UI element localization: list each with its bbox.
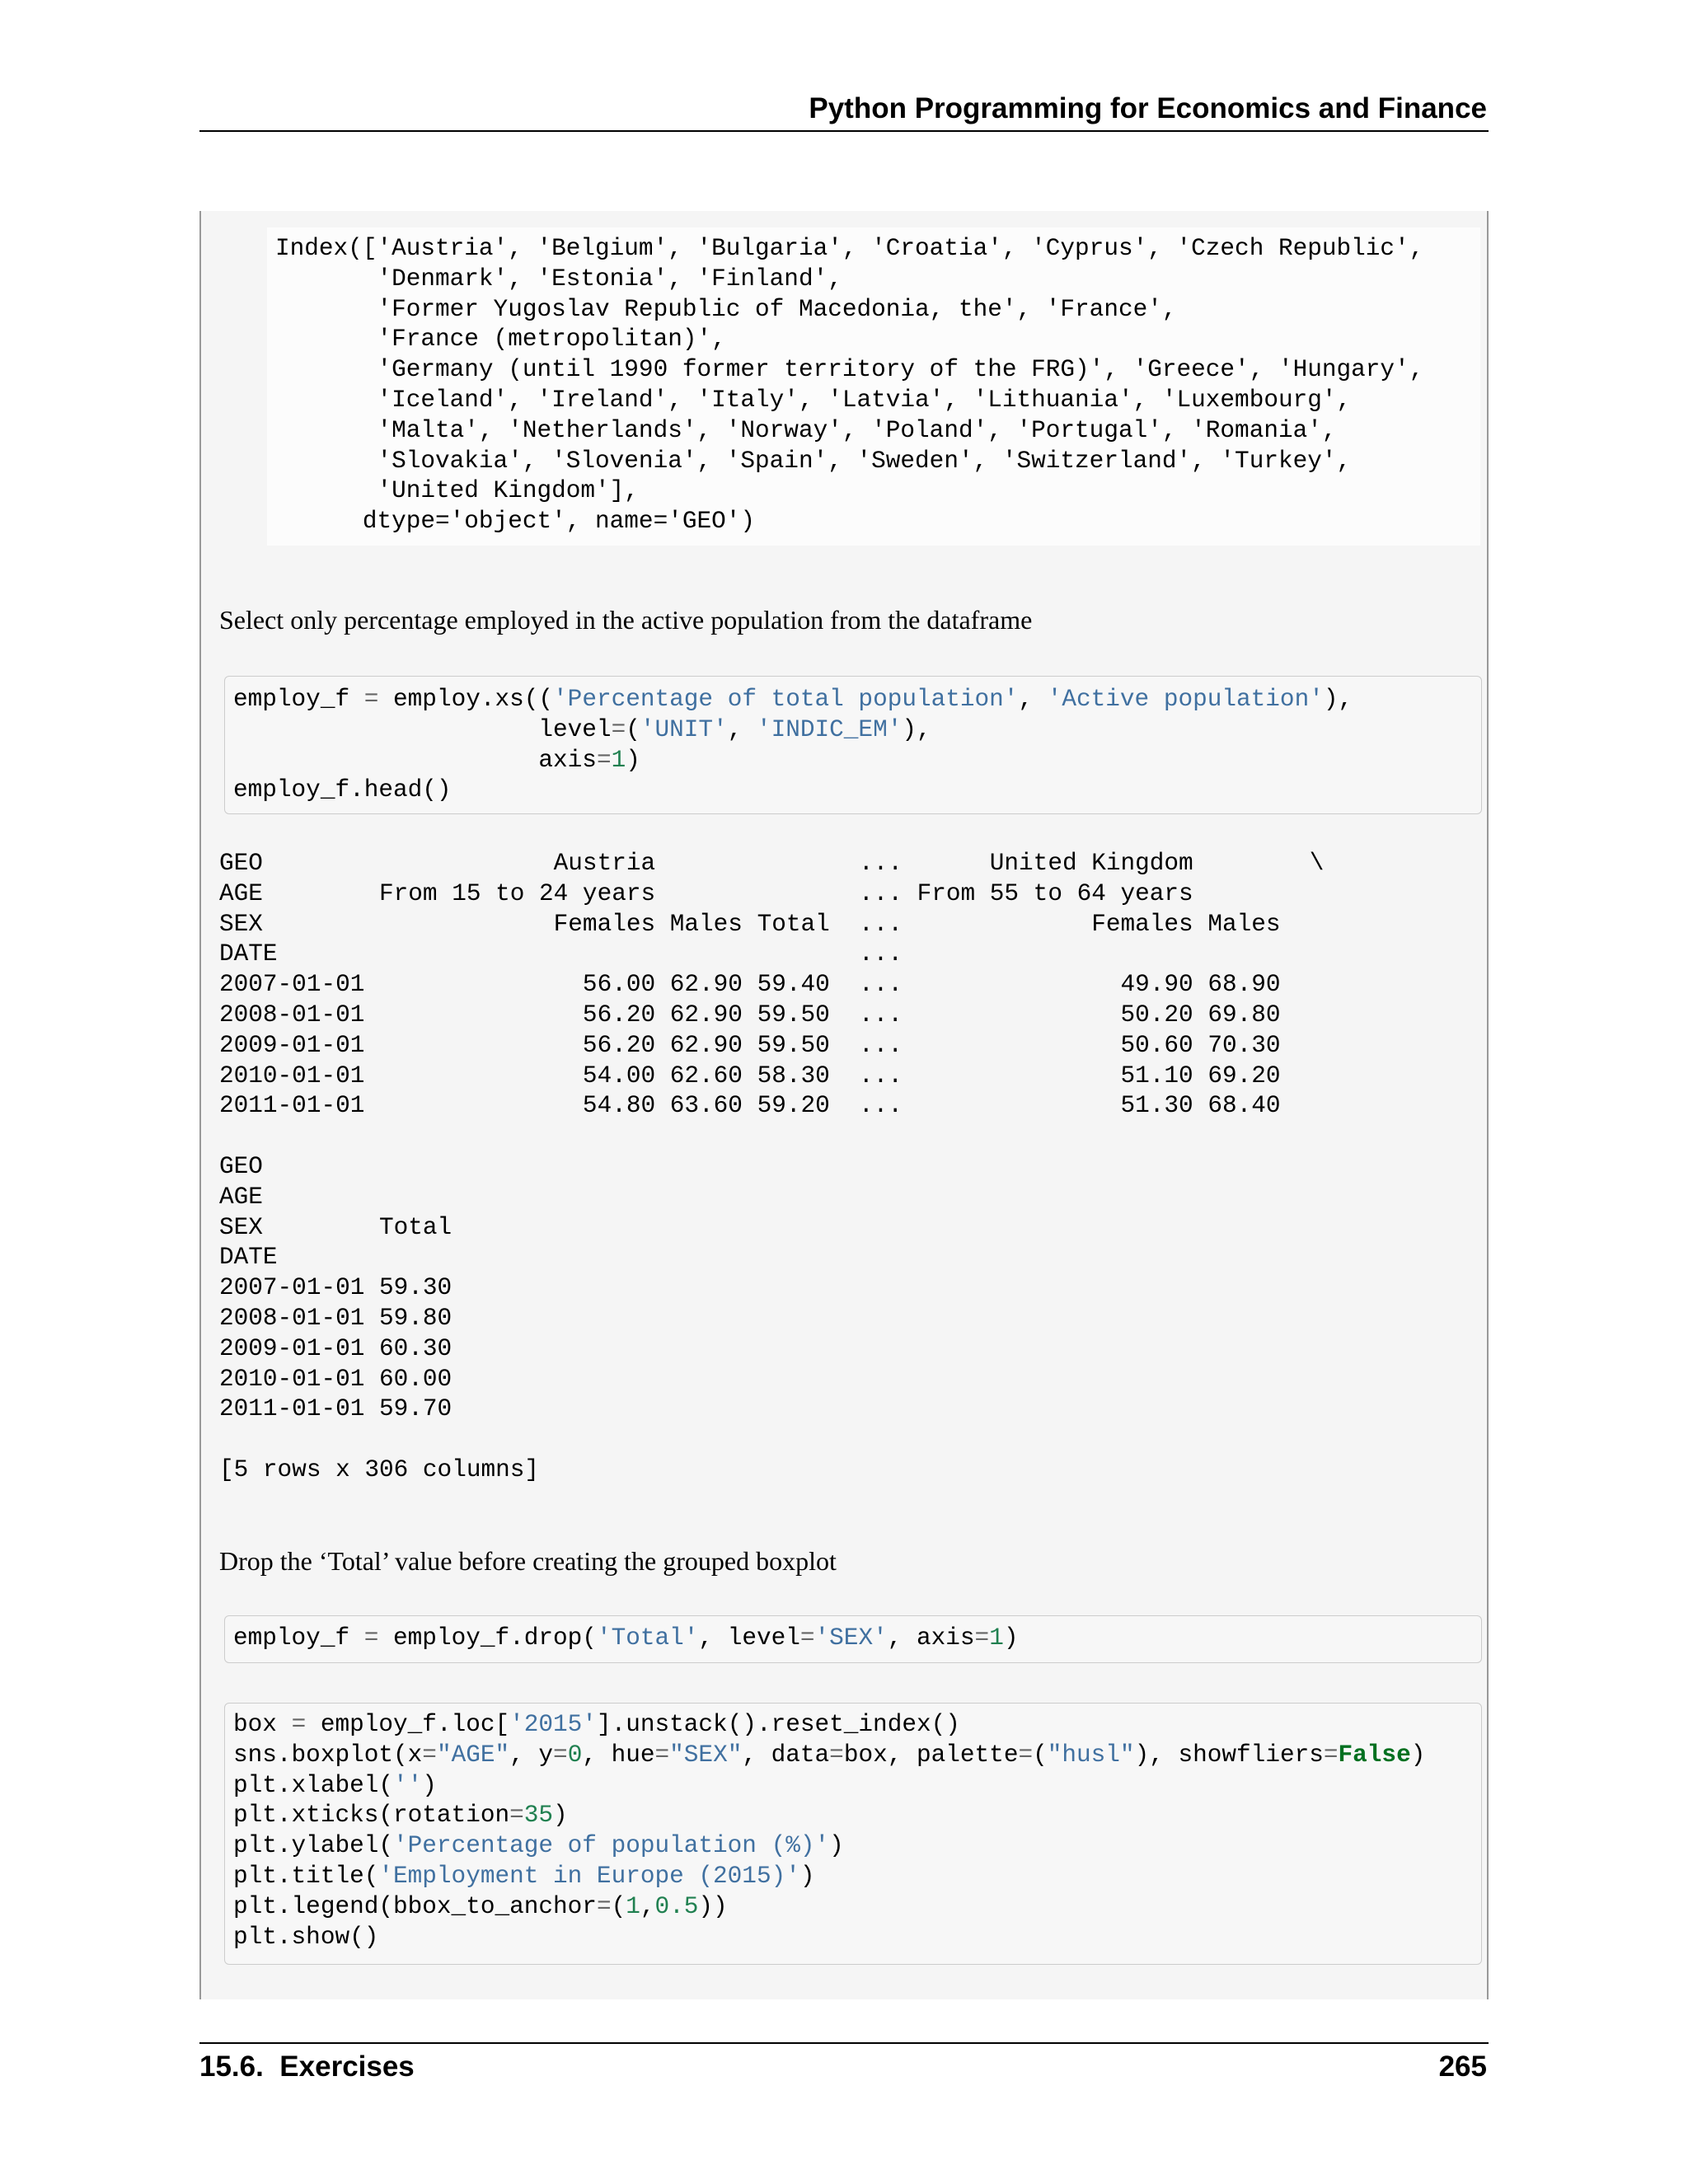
paragraph-drop-total: Drop the ‘Total’ value before creating the grouped boxplot [219,1546,837,1576]
code-block-xs [224,676,1482,814]
footer-rule [199,2042,1489,2044]
code-boxplot-text: box = employ_f.loc['2015'].unstack().reset_index() sns.boxplot(x="AGE", y=0, hue="SEX", data=box, palette=("husl"), showfliers=False) plt.xlabel('') plt.xticks(rotation=35) plt.ylabel('Percentage of population (%)') plt.title('Employment in Europe (2015)') plt.legend(bbox_to_anchor=(1,0.5)) plt.show() [233,1711,1426,1951]
index-output-block [267,227,1480,546]
index-output-text: Index(['Austria', 'Belgium', 'Bulgaria', 'Croatia', 'Cyprus', 'Czech Republic', 'Denmark', 'Estonia', 'Finland', 'Former Yugoslav Republic of Macedonia, the', 'France', 'France (metropolitan)', 'Germany (until 1990 former territory of the FRG)', 'Greece', 'Hungary', 'Iceland', 'Ireland', 'Italy', 'Latvia', 'Lithuania', 'Luxembourg', 'Malta', 'Netherlands', 'Norway', 'Poland', 'Portugal', 'Romania', 'Slovakia', 'Slovenia', 'Spain', 'Sweden', 'Switzerland', 'Turkey', 'United Kingdom'], dtype='object', name='GEO') [275,235,1424,536]
running-head-title: Python Programming for Economics and Finance [809,92,1487,124]
code-block-boxplot [224,1703,1482,1965]
code-drop-text: employ_f = employ_f.drop('Total', level='SEX', axis=1) [233,1624,1019,1652]
footer-section-title: 15.6. Exercises [199,2050,415,2083]
code-block-drop [224,1615,1482,1663]
paragraph-select-percentage: Select only percentage employed in the active population from the dataframe [219,605,1033,635]
page-number: 265 [1438,2050,1487,2083]
code-xs-text: employ_f = employ.xs(('Percentage of total population', 'Active population'), level=('UNIT', 'INDIC_EM'), axis=1) employ_f.head() [233,686,1353,804]
dataframe-output-text: GEO Austria ... United Kingdom \ AGE From 15 to 24 years ... From 55 to 64 years SEX Females Males Total ... Females Males DATE ... 2007-01-01 56.00 62.90 59.40 ... 49.90 68.90 2008-01-01 56.20 62.90 59.50 ... 50.20 69.80 2009-01-01 56.20 62.90 59.50 ... 50.60 70.30 2010-01-01 54.00 62.60 58.30 ... 51.10 69.20 2011-01-01 54.80 63.60 59.20 ... 51.30 68.40 GEO AGE SEX Total DATE 2007-01-01 59.30 2008-01-01 59.80 2009-01-01 60.30 2010-01-01 60.00 2011-01-01 59.70 [5 rows x 306 columns] [219,850,1325,1483]
header-rule [199,130,1489,132]
